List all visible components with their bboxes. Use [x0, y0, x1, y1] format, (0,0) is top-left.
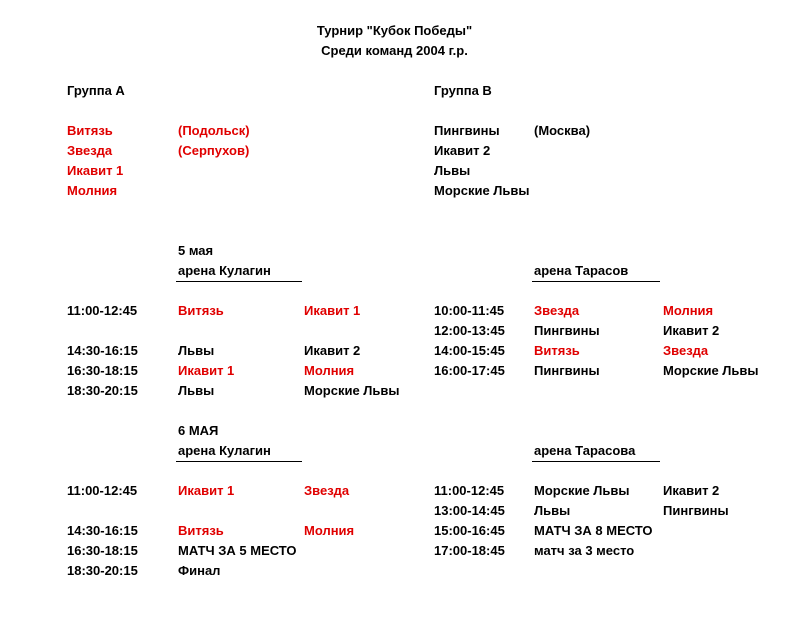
day2-arena-left-underline [176, 461, 302, 462]
game-away: Молния [304, 523, 355, 538]
game-away: Звезда [304, 483, 350, 498]
game-home: матч за 3 место [534, 543, 635, 558]
group-b-city: (Москва) [534, 123, 591, 138]
day1-arena-left-underline [176, 281, 302, 282]
title-line-1: Турнир "Кубок Победы" [316, 23, 473, 38]
game-home: Витязь [534, 343, 580, 358]
game-time: 18:30-20:15 [67, 383, 138, 398]
game-time: 17:00-18:45 [434, 543, 505, 558]
game-time: 14:30-16:15 [67, 523, 138, 538]
game-home: Морские Львы [534, 483, 630, 498]
game-home: Львы [534, 503, 571, 518]
game-home: Пингвины [534, 363, 600, 378]
game-time: 18:30-20:15 [67, 563, 138, 578]
game-away: Икавит 1 [304, 303, 361, 318]
group-a-city: (Серпухов) [178, 143, 250, 158]
group-a-team: Молния [67, 183, 118, 198]
group-a-label: Группа А [67, 83, 125, 98]
day2-date: 6 МАЯ [178, 423, 219, 438]
game-away: Морские Львы [304, 383, 400, 398]
game-time: 12:00-13:45 [434, 323, 505, 338]
game-away: Звезда [663, 343, 709, 358]
title-line-2: Среди команд 2004 г.р. [321, 43, 468, 58]
game-home: Витязь [178, 523, 224, 538]
group-b-team: Морские Львы [434, 183, 530, 198]
group-b-team: Пингвины [434, 123, 500, 138]
day2-arena-left: арена Кулагин [178, 443, 271, 458]
game-time: 14:30-16:15 [67, 343, 138, 358]
game-time: 11:00-12:45 [67, 483, 138, 498]
group-a-team: Икавит 1 [67, 163, 124, 178]
day1-arena-right-underline [532, 281, 660, 282]
game-time: 13:00-14:45 [434, 503, 505, 518]
game-home: Витязь [178, 303, 224, 318]
game-home: МАТЧ ЗА 8 МЕСТО [534, 523, 653, 538]
day2-arena-right-underline [532, 461, 660, 462]
group-a-team: Витязь [67, 123, 113, 138]
game-time: 15:00-16:45 [434, 523, 505, 538]
group-b-label: Группа В [434, 83, 492, 98]
game-home: МАТЧ ЗА 5 МЕСТО [178, 543, 297, 558]
group-a-team: Звезда [67, 143, 113, 158]
game-home: Львы [178, 343, 215, 358]
group-b-team: Икавит 2 [434, 143, 491, 158]
game-time: 16:00-17:45 [434, 363, 505, 378]
group-a-city: (Подольск) [178, 123, 250, 138]
game-away: Морские Львы [663, 363, 759, 378]
game-away: Пингвины [663, 503, 729, 518]
game-time: 16:30-18:15 [67, 543, 138, 558]
game-time: 14:00-15:45 [434, 343, 505, 358]
game-home: Икавит 1 [178, 363, 235, 378]
game-home: Икавит 1 [178, 483, 235, 498]
game-home: Звезда [534, 303, 580, 318]
game-time: 16:30-18:15 [67, 363, 138, 378]
game-home: Финал [178, 563, 221, 578]
game-away: Икавит 2 [304, 343, 361, 358]
group-b-team: Львы [434, 163, 471, 178]
day1-arena-left: арена Кулагин [178, 263, 271, 278]
game-home: Пингвины [534, 323, 600, 338]
game-time: 11:00-12:45 [434, 483, 505, 498]
game-away: Молния [304, 363, 355, 378]
game-time: 10:00-11:45 [434, 303, 505, 318]
game-away: Молния [663, 303, 714, 318]
game-away: Икавит 2 [663, 483, 720, 498]
day1-arena-right: арена Тарасов [534, 263, 629, 278]
day1-date: 5 мая [178, 243, 214, 258]
game-away: Икавит 2 [663, 323, 720, 338]
game-home: Львы [178, 383, 215, 398]
game-time: 11:00-12:45 [67, 303, 138, 318]
day2-arena-right: арена Тарасова [534, 443, 636, 458]
